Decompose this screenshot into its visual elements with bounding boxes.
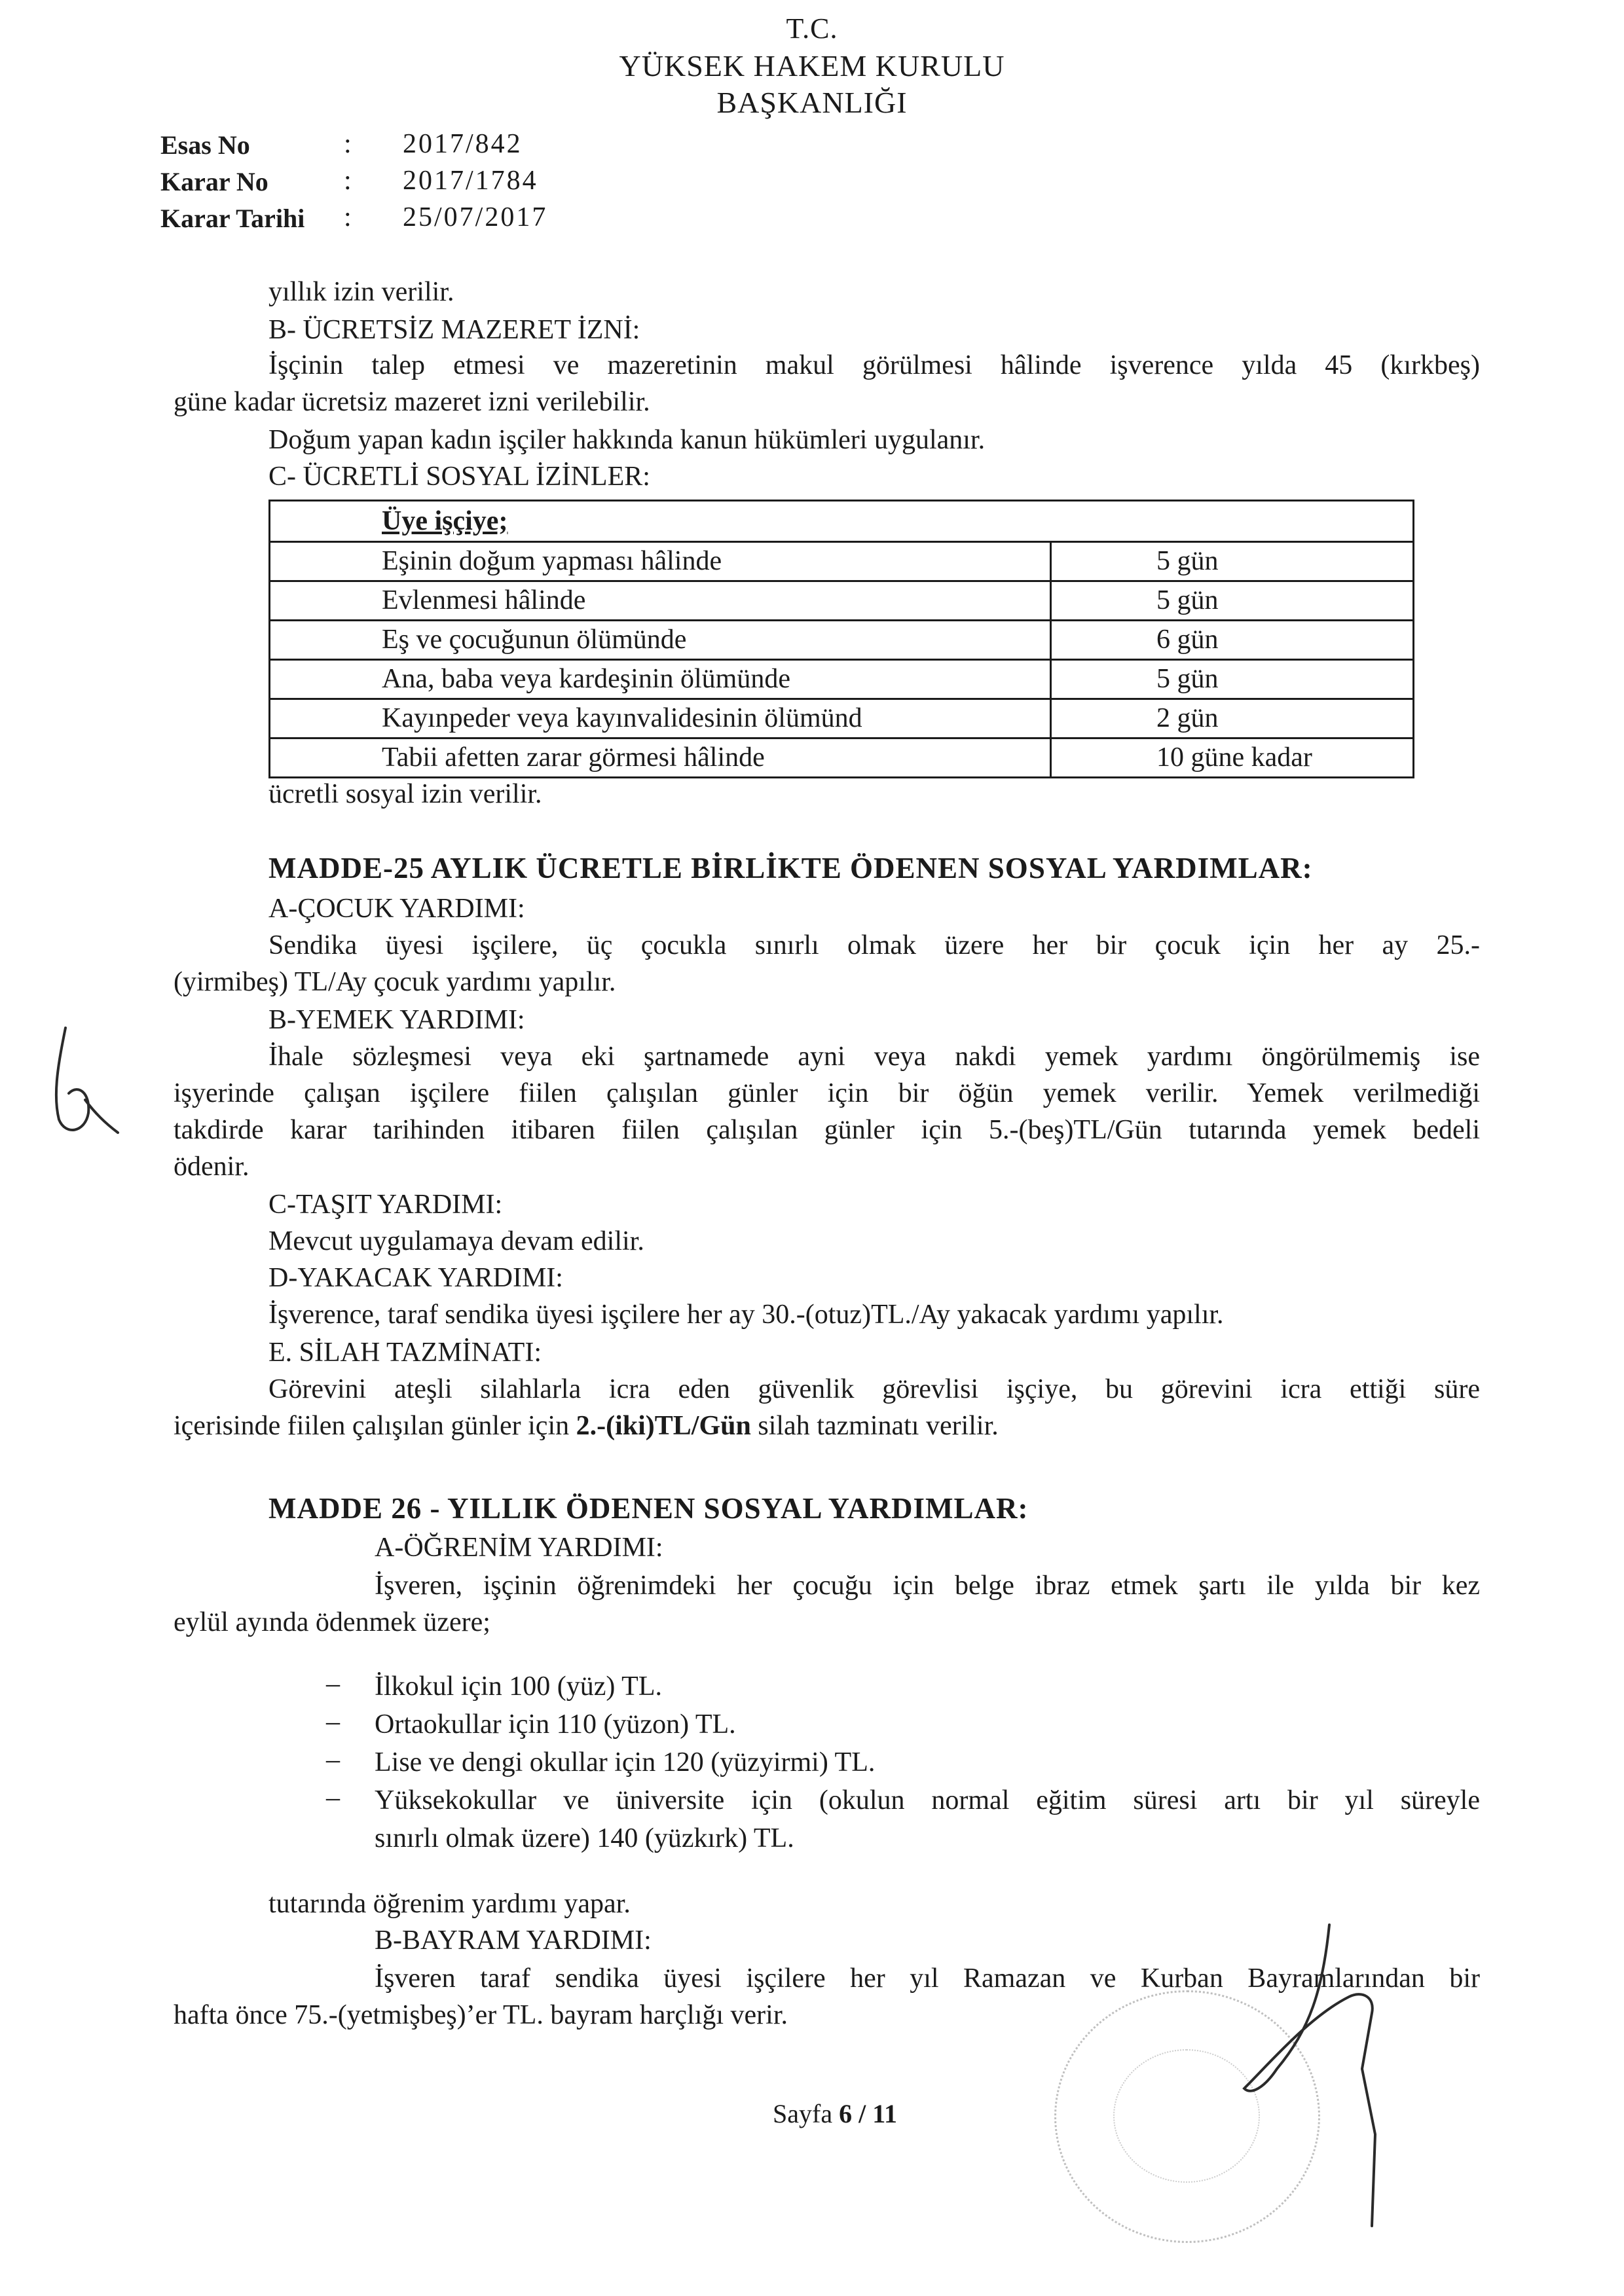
section-heading: A-ÇOCUK YARDIMI: bbox=[268, 894, 525, 924]
margin-initial-mark bbox=[39, 1021, 131, 1146]
section-heading: B- ÜCRETSİZ MAZERET İZNİ: bbox=[268, 315, 640, 345]
list-item: İlkokul için 100 (yüz) TL. bbox=[375, 1671, 662, 1702]
table-header-row bbox=[270, 501, 1414, 542]
list-bullet: – bbox=[326, 1707, 340, 1737]
table-cell-value: 5 gün bbox=[1051, 660, 1414, 699]
text-fragment: içerisinde fiilen çalışılan günler için bbox=[174, 1411, 576, 1441]
table-header-label: Üye işçiye; bbox=[382, 505, 508, 536]
header-tc: T.C. bbox=[786, 12, 838, 45]
text-line: Mevcut uygulamaya devam edilir. bbox=[268, 1226, 644, 1256]
article-25-title: MADDE-25 AYLIK ÜCRETLE BİRLİKTE ÖDENEN SOSYAL YARDIMLAR: bbox=[268, 852, 1313, 884]
table-cell-label: Eş ve çocuğunun ölümünde bbox=[270, 621, 1051, 660]
meta-label-esas: Esas No bbox=[160, 130, 250, 160]
section-heading: C-TAŞIT YARDIMI: bbox=[268, 1190, 503, 1220]
table-cell-label: Eşinin doğum yapması hâlinde bbox=[270, 542, 1051, 581]
table-row bbox=[270, 660, 1414, 699]
table-cell-value: 6 gün bbox=[1051, 621, 1414, 660]
table-cell-label: Ana, baba veya kardeşinin ölümünde bbox=[270, 660, 1051, 699]
meta-sep-date: : bbox=[344, 202, 354, 232]
table-cell-value: 5 gün bbox=[1051, 581, 1414, 621]
text-line: hafta önce 75.-(yetmişbeş)’er TL. bayram harçlığı verir. bbox=[174, 2000, 788, 2030]
section-heading: E. SİLAH TAZMİNATI: bbox=[268, 1338, 542, 1368]
paragraph-line: takdirde karar tarihinden itibaren fiilen çalışılan günler için 5.-(beş)TL/Gün tutarında yemek bedeli bbox=[174, 1115, 1480, 1145]
header-presidency: BAŞKANLIĞI bbox=[716, 86, 908, 119]
table-cell-label: Evlenmesi hâlinde bbox=[270, 581, 1051, 621]
table-row bbox=[270, 542, 1414, 581]
section-heading: C- ÜCRETLİ SOSYAL İZİNLER: bbox=[268, 462, 650, 492]
section-heading: D-YAKACAK YARDIMI: bbox=[268, 1263, 563, 1293]
table-row bbox=[270, 621, 1414, 660]
meta-value-date: 25/07/2017 bbox=[403, 202, 548, 232]
section-heading: B-YEMEK YARDIMI: bbox=[268, 1005, 525, 1035]
meta-value-karar: 2017/1784 bbox=[403, 166, 538, 196]
meta-value-esas: 2017/842 bbox=[403, 129, 523, 159]
table-cell-value: 5 gün bbox=[1051, 542, 1414, 581]
list-item: Yüksekokullar ve üniversite için (okulun normal eğitim süresi artı bir yıl süreyle bbox=[375, 1785, 1480, 1815]
table-row bbox=[270, 699, 1414, 738]
list-bullet: – bbox=[326, 1783, 340, 1813]
table-cell-label: Tabii afetten zarar görmesi hâlinde bbox=[270, 738, 1051, 778]
table-cell-label: Kayınpeder veya kayınvalidesinin ölümünd bbox=[270, 699, 1051, 738]
paragraph-line: İşveren, işçinin öğrenimdeki her çocuğu için belge ibraz etmek şartı ile yılda bir kez bbox=[375, 1571, 1480, 1601]
table-header-cell bbox=[270, 501, 1414, 542]
social-leave-table bbox=[268, 500, 1414, 778]
paragraph-line: Görevini ateşli silahlarla icra eden güvenlik görevlisi işçiye, bu görevini icra ettiği süre bbox=[268, 1374, 1480, 1404]
text-line: Doğum yapan kadın işçiler hakkında kanun hükümleri uygulanır. bbox=[268, 425, 986, 455]
list-item-continuation: sınırlı olmak üzere) 140 (yüzkırk) TL. bbox=[375, 1823, 794, 1853]
article-26-title: MADDE 26 - YILLIK ÖDENEN SOSYAL YARDIMLAR: bbox=[268, 1492, 1029, 1525]
paragraph-line: İşveren taraf sendika üyesi işçilere her yıl Ramazan ve Kurban Bayramlarından bir bbox=[375, 1963, 1480, 1994]
table-row bbox=[270, 581, 1414, 621]
text-line: eylül ayında ödenmek üzere; bbox=[174, 1607, 490, 1637]
text-line: tutarında öğrenim yardımı yapar. bbox=[268, 1889, 631, 1919]
meta-label-karar: Karar No bbox=[160, 167, 268, 196]
text-line: (yirmibeş) TL/Ay çocuk yardımı yapılır. bbox=[174, 967, 616, 997]
page-number bbox=[773, 2098, 897, 2129]
list-bullet: – bbox=[326, 1669, 340, 1699]
list-item: Ortaokullar için 110 (yüzon) TL. bbox=[375, 1709, 736, 1740]
table-row bbox=[270, 738, 1414, 778]
table-cell-value: 2 gün bbox=[1051, 699, 1414, 738]
meta-sep-karar: : bbox=[344, 166, 354, 196]
text-line bbox=[174, 1408, 999, 1444]
list-item: Lise ve dengi okullar için 120 (yüzyirmi) TL. bbox=[375, 1747, 876, 1777]
paragraph-line: Sendika üyesi işçilere, üç çocukla sınırlı olmak üzere her bir çocuk için her ay 25.- bbox=[268, 930, 1480, 960]
paragraph-line: işyerinde çalışan işçilere fiilen çalışılan günler için bir öğün yemek verilir. Yemek verilmediği bbox=[174, 1078, 1480, 1108]
text-line: yıllık izin verilir. bbox=[268, 277, 454, 307]
page-number-prefix: Sayfa bbox=[773, 2099, 840, 2128]
signature-mark bbox=[1113, 1899, 1428, 2252]
meta-sep-esas: : bbox=[344, 129, 354, 159]
text-line: İşverence, taraf sendika üyesi işçilere her ay 30.-(otuz)TL./Ay yakacak yardımı yapılır. bbox=[268, 1300, 1224, 1330]
text-fragment: silah tazminatı verilir. bbox=[750, 1411, 999, 1441]
section-heading: B-BAYRAM YARDIMI: bbox=[375, 1925, 652, 1956]
text-line: ücretli sosyal izin verilir. bbox=[268, 779, 542, 809]
text-line: ödenir. bbox=[174, 1152, 249, 1182]
paragraph-line: İhale sözleşmesi veya eki şartnamede ayni veya nakdi yemek yardımı öngörülmemiş ise bbox=[268, 1042, 1480, 1072]
meta-label-date: Karar Tarihi bbox=[160, 204, 305, 233]
paragraph-line: İşçinin talep etmesi ve mazeretinin makul görülmesi hâlinde işverence yılda 45 (kırkbeş) bbox=[268, 350, 1480, 380]
header-institution: YÜKSEK HAKEM KURULU bbox=[619, 49, 1005, 82]
page-number-value: 6 / 11 bbox=[839, 2099, 897, 2128]
section-heading: A-ÖĞRENİM YARDIMI: bbox=[375, 1533, 663, 1563]
list-bullet: – bbox=[326, 1745, 340, 1775]
table-cell-value: 10 güne kadar bbox=[1051, 738, 1414, 778]
text-line: güne kadar ücretsiz mazeret izni verilebilir. bbox=[174, 387, 650, 417]
bold-fragment: 2.-(iki)TL/Gün bbox=[576, 1411, 751, 1441]
